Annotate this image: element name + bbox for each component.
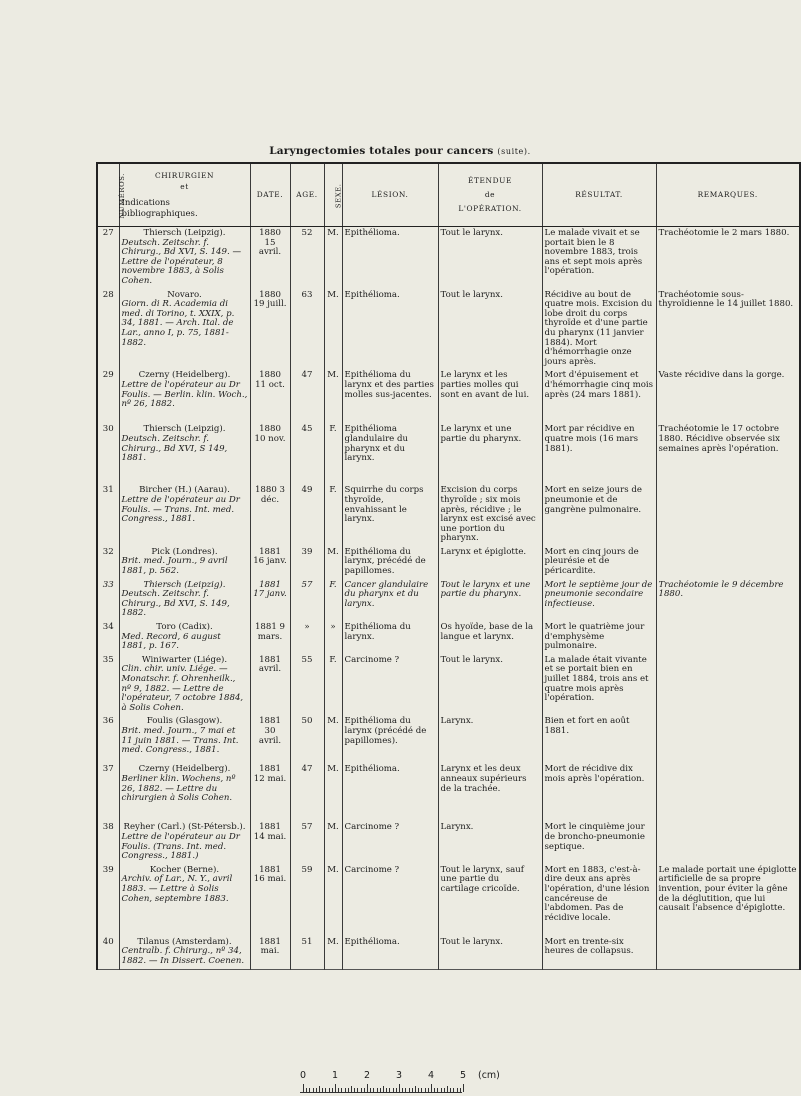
header-chirurgien-et: et <box>180 182 189 191</box>
ruler-tick <box>428 1088 429 1092</box>
ruler-tick <box>402 1088 403 1092</box>
cell-remarques: Trachéotomie le 9 décembre 1880. <box>656 579 800 621</box>
cell-etendue: Tout le larynx et une partie du pharynx. <box>438 579 542 621</box>
ruler-tick <box>338 1088 339 1092</box>
cell-num: 40 <box>97 936 119 969</box>
cell-sexe: F. <box>324 423 342 484</box>
header-numeros: NUMÉROS. <box>97 163 119 227</box>
cell-lesion: Carcinome ? <box>342 821 438 863</box>
header-chirurgien-indications: Indications bibliographiques. <box>121 198 198 219</box>
ruler-tick <box>332 1088 333 1092</box>
ruler-tick <box>313 1088 314 1092</box>
cell-age: 59 <box>290 864 324 936</box>
cell-sexe: F. <box>324 579 342 621</box>
header-row <box>97 163 800 227</box>
cell-sexe: M. <box>324 864 342 936</box>
cell-resultat: Mort de récidive dix mois après l'opération. <box>542 763 656 821</box>
cell-remarques: Trachéotomie le 17 octobre 1880. Récidive observée six semaines après l'opération. <box>656 423 800 484</box>
ruler-tick <box>316 1088 317 1092</box>
cell-remarques <box>656 763 800 821</box>
cell-sexe: M. <box>324 715 342 763</box>
ruler-label: 2 <box>364 1070 371 1081</box>
cell-remarques <box>656 936 800 969</box>
ruler-tick <box>399 1084 400 1092</box>
bibliographic-reference: Lettre de l'opérateur au Dr Foulis. — Trans. Int. med. Congress., 1881. <box>121 494 240 525</box>
cell-age: 57 <box>290 579 324 621</box>
table-row <box>97 621 800 654</box>
ruler-tick <box>367 1084 368 1092</box>
cell-num: 31 <box>97 484 119 546</box>
cell-etendue: Tout le larynx, sauf une partie du cartilage cricoïde. <box>438 864 542 936</box>
cell-chirurgien <box>119 936 250 969</box>
cell-chirurgien <box>119 423 250 484</box>
table-body <box>97 227 800 970</box>
cell-resultat: Mort en trente-six heures de collapsus. <box>542 936 656 969</box>
ruler-tick <box>389 1088 390 1092</box>
header-age: AGE. <box>290 163 324 227</box>
ruler-tick <box>418 1088 419 1092</box>
surgeon-name: Pick (Londres). <box>151 546 218 557</box>
cell-sexe: F. <box>324 484 342 546</box>
table-row <box>97 579 800 621</box>
cell-remarques: Trachéotomie sous-thyroïdienne le 14 juillet 1880. <box>656 289 800 370</box>
cell-sexe: F. <box>324 654 342 716</box>
cell-sexe: M. <box>324 546 342 579</box>
cell-etendue: Le larynx et les parties molles qui sont en avant de lui. <box>438 369 542 423</box>
surgeon-name: Tilanus (Amsterdam). <box>137 936 232 947</box>
cell-lesion: Carcinome ? <box>342 654 438 716</box>
cell-num: 34 <box>97 621 119 654</box>
cell-age: 47 <box>290 369 324 423</box>
cell-chirurgien <box>119 763 250 821</box>
cell-date: 1881 9 mars. <box>250 621 290 654</box>
cell-num: 38 <box>97 821 119 863</box>
ruler-tick <box>421 1088 422 1092</box>
ruler-tick <box>329 1088 330 1092</box>
cell-num: 29 <box>97 369 119 423</box>
bibliographic-reference: Deutsch. Zeitschr. f. Chirurg., Bd XVI, S. 149, 1882. <box>121 589 230 619</box>
bibliographic-reference: Med. Record, 6 august 1881, p. 167. <box>121 631 221 652</box>
cell-etendue: Excision du corps thyroïde ; six mois après, récidive ; le larynx est excisé avec une portion du pharynx. <box>438 484 542 546</box>
table-row <box>97 821 800 863</box>
cell-lesion: Epithélioma du larynx. <box>342 621 438 654</box>
ruler-tick <box>373 1088 374 1092</box>
cell-chirurgien <box>119 484 250 546</box>
cell-etendue: Larynx et épiglotte. <box>438 546 542 579</box>
cell-num: 27 <box>97 227 119 289</box>
cell-date: 1880 3 déc. <box>250 484 290 546</box>
ruler-tick <box>434 1088 435 1092</box>
cell-remarques <box>656 546 800 579</box>
bibliographic-reference: Centralb. f. Chirurg., nº 34, 1882. — In Dissert. Coenen. <box>121 946 245 966</box>
cell-num: 36 <box>97 715 119 763</box>
cell-etendue: Larynx. <box>438 821 542 863</box>
ruler-tick <box>450 1088 451 1092</box>
cell-resultat: La malade était vivante et se portait bien en juillet 1884, trois ans et quatre mois après l'opération. <box>542 654 656 716</box>
bibliographic-reference: Brit. med. Journ., 7 mai et 11 juin 1881. — Trans. Int. med. Congress., 1881. <box>121 725 239 756</box>
bibliographic-reference: Deutsch. Zeitschr. f. Chirurg., Bd XVI, S 149, 1881. <box>121 433 228 464</box>
ruler-tick <box>409 1088 410 1092</box>
cell-resultat: Mort d'épuisement et d'hémorrhagie cinq mois après (24 mars 1881). <box>542 369 656 423</box>
cell-age: 39 <box>290 546 324 579</box>
surgeon-name: Kocher (Berne). <box>149 864 220 875</box>
cell-chirurgien <box>119 289 250 370</box>
cell-remarques <box>656 715 800 763</box>
surgeon-name: Thiersch (Leipzig). <box>143 228 226 238</box>
cell-date: 1881 12 mai. <box>250 763 290 821</box>
cell-age: 47 <box>290 763 324 821</box>
ruler-tick <box>354 1088 355 1092</box>
cell-resultat: Mort en cinq jours de pleurésie et de péricardite. <box>542 546 656 579</box>
bibliographic-reference: Archiv. of Lar., N. Y., avril 1883. — Lettre à Solis Cohen, septembre 1883. <box>121 874 233 904</box>
cell-lesion: Squirrhe du corps thyroïde, envahissant le larynx. <box>342 484 438 546</box>
cell-num: 39 <box>97 864 119 936</box>
ruler-tick <box>425 1088 426 1092</box>
cell-etendue: Os hyoïde, base de la langue et larynx. <box>438 621 542 654</box>
ruler-label: 5 <box>460 1070 467 1081</box>
cell-chirurgien <box>119 579 250 621</box>
cell-chirurgien <box>119 864 250 936</box>
surgeon-name: Reyher (Carl.) (St-Pétersb.). <box>123 822 246 833</box>
cell-remarques <box>656 484 800 546</box>
ruler-label: 0 <box>300 1070 307 1081</box>
ruler-tick <box>444 1088 445 1092</box>
header-chirurgien <box>119 163 250 227</box>
table-row <box>97 289 800 370</box>
ruler-tick <box>431 1084 432 1092</box>
surgeon-name: Toro (Cadix). <box>156 622 213 633</box>
table-row <box>97 423 800 484</box>
cell-date: 1880 15 avril. <box>250 227 290 289</box>
ruler-tick <box>412 1088 413 1092</box>
ruler-label: 3 <box>396 1070 403 1081</box>
cell-age: 57 <box>290 821 324 863</box>
cell-date: 1881 16 janv. <box>250 546 290 579</box>
ruler-tick <box>460 1088 461 1092</box>
cell-etendue: Le larynx et une partie du pharynx. <box>438 423 542 484</box>
bibliographic-reference: Lettre de l'opérateur au Dr Foulis. — Berlin. klin. Woch., nº 26, 1882. <box>121 379 248 410</box>
surgeon-name: Foulis (Glasgow). <box>146 716 223 727</box>
scale-ruler <box>300 1070 510 1093</box>
cell-remarques: Vaste récidive dans la gorge. <box>656 369 800 423</box>
cell-resultat: Mort par récidive en quatre mois (16 mars 1881). <box>542 423 656 484</box>
cell-etendue: Tout le larynx. <box>438 936 542 969</box>
ruler-unit: (cm) <box>478 1070 500 1081</box>
ruler-tick <box>377 1088 378 1092</box>
cell-sexe: M. <box>324 369 342 423</box>
header-etendue-operation: L'OPÉRATION. <box>458 204 522 213</box>
cell-lesion: Epithélioma du larynx (précédé de papillomes). <box>342 715 438 763</box>
cell-etendue: Tout le larynx. <box>438 654 542 716</box>
cell-resultat: Bien et fort en août 1881. <box>542 715 656 763</box>
ruler-tick <box>364 1088 365 1092</box>
cell-chirurgien <box>119 715 250 763</box>
ruler-tick <box>457 1088 458 1092</box>
cell-sexe: M. <box>324 821 342 863</box>
bibliographic-reference: Lettre de l'opérateur au Dr Foulis. (Trans. Int. med. Congress., 1881.) <box>121 831 240 862</box>
ruler-tick <box>441 1088 442 1092</box>
ruler-tick <box>405 1088 406 1092</box>
ruler-tick <box>437 1088 438 1092</box>
ruler-tick <box>322 1088 323 1092</box>
cell-sexe: M. <box>324 289 342 370</box>
cell-resultat: Mort le quatrième jour d'emphysème pulmonaire. <box>542 621 656 654</box>
ruler-tick <box>415 1086 416 1092</box>
cell-age: 50 <box>290 715 324 763</box>
cell-remarques <box>656 821 800 863</box>
surgeon-name: Thiersch (Leipzig). <box>143 424 226 435</box>
header-resultat: RÉSULTAT. <box>542 163 656 227</box>
ruler-bar <box>300 1084 462 1093</box>
cell-num: 28 <box>97 289 119 370</box>
cell-num: 30 <box>97 423 119 484</box>
bibliographic-reference: Berliner klin. Wochens, nº 26, 1882. — Lettre du chirurgien à Solis Cohen. <box>121 773 236 804</box>
laryngectomy-table <box>96 162 801 970</box>
cell-date: 1880 19 juill. <box>250 289 290 370</box>
ruler-tick <box>341 1088 342 1092</box>
cell-chirurgien <box>119 621 250 654</box>
ruler-tick <box>325 1088 326 1092</box>
cell-chirurgien <box>119 821 250 863</box>
surgeon-name: Winiwarter (Liége). <box>141 654 228 665</box>
ruler-tick <box>453 1088 454 1092</box>
bibliographic-reference: Deutsch. Zeitschr. f. Chirurg., Bd XVI, S. 149. — Lettre de l'opérateur, 8 novembre 1883, à Solis Cohen. <box>121 237 242 286</box>
surgeon-name: Czerny (Heidelberg). <box>138 370 231 381</box>
ruler-tick <box>380 1088 381 1092</box>
ruler-tick <box>319 1086 320 1092</box>
page-title-text: Laryngectomies totales pour cancers <box>269 145 494 157</box>
cell-remarques <box>656 654 800 716</box>
cell-age: 49 <box>290 484 324 546</box>
header-etendue-label: ÉTENDUE <box>468 176 512 185</box>
cell-age: » <box>290 621 324 654</box>
ruler-tick <box>383 1086 384 1092</box>
cell-lesion: Epithélioma glandulaire du pharynx et du larynx. <box>342 423 438 484</box>
ruler-labels <box>300 1070 510 1082</box>
ruler-label: 1 <box>332 1070 339 1081</box>
ruler-tick <box>335 1084 336 1092</box>
cell-age: 45 <box>290 423 324 484</box>
surgeon-name: Czerny (Heidelberg). <box>138 764 231 775</box>
cell-resultat: Le malade vivait et se portait bien le 8 novembre 1883, trois ans et sept mois après l'opération. <box>542 227 656 289</box>
table-row <box>97 546 800 579</box>
cell-etendue: Larynx. <box>438 715 542 763</box>
ruler-tick <box>393 1088 394 1092</box>
cell-etendue: Tout le larynx. <box>438 289 542 370</box>
cell-lesion: Carcinome ? <box>342 864 438 936</box>
ruler-tick <box>348 1088 349 1092</box>
cell-lesion: Epithélioma. <box>342 936 438 969</box>
cell-resultat: Mort en seize jours de pneumonie et de gangrène pulmonaire. <box>542 484 656 546</box>
ruler-tick <box>357 1088 358 1092</box>
ruler-tick <box>370 1088 371 1092</box>
cell-chirurgien <box>119 654 250 716</box>
header-sexe: SEXE. <box>324 163 342 227</box>
cell-lesion: Cancer glandulaire du pharynx et du larynx. <box>342 579 438 621</box>
header-lesion: LÉSION. <box>342 163 438 227</box>
table-row <box>97 715 800 763</box>
table-row <box>97 227 800 289</box>
cell-etendue: Tout le larynx. <box>438 227 542 289</box>
cell-resultat: Mort en 1883, c'est-à-dire deux ans après l'opération, d'une lésion cancéreuse de l'abdomen. Pas de récidive locale. <box>542 864 656 936</box>
ruler-tick <box>447 1086 448 1092</box>
ruler-tick <box>386 1088 387 1092</box>
cell-num: 35 <box>97 654 119 716</box>
cell-resultat: Mort le septième jour de pneumonie secondaire infectieuse. <box>542 579 656 621</box>
bibliographic-reference: Brit. med. Journ., 9 avril 1881, p. 562. <box>121 556 228 577</box>
header-etendue <box>438 163 542 227</box>
page-title <box>0 145 800 157</box>
ruler-tick <box>361 1088 362 1092</box>
header-etendue-de: de <box>484 190 496 199</box>
ruler-tick <box>463 1084 464 1092</box>
page-title-suite: (suite). <box>497 147 531 156</box>
ruler-tick <box>303 1084 304 1092</box>
table-row <box>97 484 800 546</box>
cell-age: 52 <box>290 227 324 289</box>
surgeon-name: Thiersch (Leipzig). <box>143 579 226 590</box>
surgeon-name: Novaro. <box>167 289 202 300</box>
cell-lesion: Epithélioma. <box>342 227 438 289</box>
cell-num: 32 <box>97 546 119 579</box>
cell-date: 1881 14 mai. <box>250 821 290 863</box>
cell-age: 55 <box>290 654 324 716</box>
cell-sexe: M. <box>324 936 342 969</box>
ruler-label: 4 <box>428 1070 435 1081</box>
cell-resultat: Mort le cinquième jour de broncho-pneumonie septique. <box>542 821 656 863</box>
header-chirurgien-label: CHIRURGIEN <box>154 171 215 180</box>
table-row <box>97 864 800 936</box>
cell-resultat: Récidive au bout de quatre mois. Excision du lobe droit du corps thyroïde et d'une partie du pharynx (11 janvier 1884). Mort d'hémorrhagie onze jours après. <box>542 289 656 370</box>
cell-date: 1881 17 janv. <box>250 579 290 621</box>
cell-lesion: Epithélioma. <box>342 763 438 821</box>
cell-chirurgien <box>119 546 250 579</box>
cell-age: 51 <box>290 936 324 969</box>
cell-date: 1880 11 oct. <box>250 369 290 423</box>
bibliographic-reference: Clin. chir. univ. Liége. — Monatschr. f. Ohrenheilk., nº 9, 1882. — Lettre de l'opérateur, 7 octobre 1884, à Solis Cohen. <box>121 664 244 713</box>
surgeon-name: Bircher (H.) (Aarau). <box>139 485 230 496</box>
table-row <box>97 763 800 821</box>
cell-lesion: Epithélioma du larynx et des parties molles sus-jacentes. <box>342 369 438 423</box>
table-row <box>97 936 800 969</box>
cell-age: 63 <box>290 289 324 370</box>
header-date: DATE. <box>250 163 290 227</box>
ruler-tick <box>351 1086 352 1092</box>
header-remarques: REMARQUES. <box>656 163 800 227</box>
cell-date: 1880 10 nov. <box>250 423 290 484</box>
cell-sexe: M. <box>324 763 342 821</box>
table-row <box>97 369 800 423</box>
cell-etendue: Larynx et les deux anneaux supérieurs de la trachée. <box>438 763 542 821</box>
cell-num: 37 <box>97 763 119 821</box>
cell-date: 1881 mai. <box>250 936 290 969</box>
cell-date: 1881 16 mai. <box>250 864 290 936</box>
cell-lesion: Epithélioma du larynx, précédé de papillomes. <box>342 546 438 579</box>
cell-chirurgien <box>119 227 250 289</box>
cell-sexe: M. <box>324 227 342 289</box>
bibliographic-reference: Giorn. di R. Academia di med. di Torino, t. XXIX, p. 34, 1881. — Arch. Ital. de Lar., anno I, p. 75, 1881-1882. <box>121 299 235 348</box>
ruler-tick <box>306 1088 307 1092</box>
cell-date: 1881 30 avril. <box>250 715 290 763</box>
cell-chirurgien <box>119 369 250 423</box>
ruler-tick <box>309 1088 310 1092</box>
cell-num: 33 <box>97 579 119 621</box>
cell-remarques: Le malade portait une épiglotte artificielle de sa propre invention, pour éviter la gêne de la déglutition, que lui causait l'absence d'épiglotte. <box>656 864 800 936</box>
cell-date: 1881 avril. <box>250 654 290 716</box>
cell-remarques: Trachéotomie le 2 mars 1880. <box>656 227 800 289</box>
ruler-tick <box>396 1088 397 1092</box>
table-row <box>97 654 800 716</box>
ruler-tick <box>345 1088 346 1092</box>
cell-remarques <box>656 621 800 654</box>
cell-lesion: Epithélioma. <box>342 289 438 370</box>
cell-sexe: » <box>324 621 342 654</box>
